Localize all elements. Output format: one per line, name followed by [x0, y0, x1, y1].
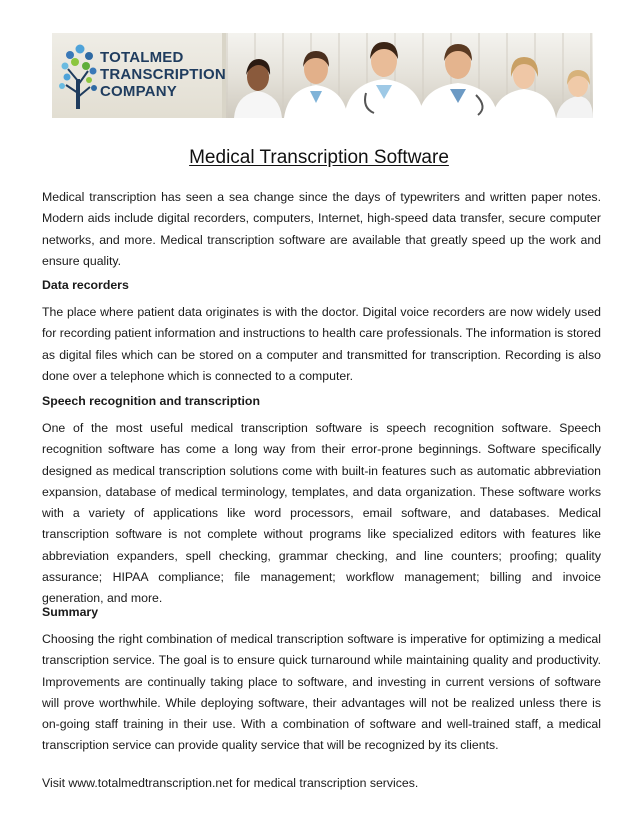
logo-line-1: TOTALMED: [100, 49, 184, 66]
logo-line-2: TRANSCRIPTION: [100, 66, 226, 83]
person-6: [556, 70, 593, 118]
section-body: One of the most useful medical transcription software is speech recognition software. Speech recognition software has come a long way from their error-prone beginnings. Software specifically designed as medical transcription solutions come with built-in features such as automatic abbreviation expansion, database of medical terminology, templates, and data organization. These software works with a variety of applications like word processors, email software, and databases. Medical transcription software is not complete without programs like specialized editors with features like abbreviation expanders, spell checking, grammar checking, and line counters; proofing; quality assurance; HIPAA compliance; file management; workflow management; billing and invoice generation, and more.: [42, 421, 601, 606]
person-1: [234, 59, 282, 118]
staff-illustration: [226, 33, 593, 118]
intro-paragraph: Medical transcription has seen a sea change since the days of typewriters and written paper notes. Modern aids include digital recorders, computers, Internet, high-speed data transfer, secure computer networks, and more. Medical transcription software are available that greatly speed up the work and ensure quality.: [42, 190, 601, 268]
section-heading: Summary: [42, 605, 99, 619]
section-heading: Speech recognition and transcription: [42, 394, 260, 408]
logo-line-3: COMPANY: [100, 83, 177, 100]
section-body: Choosing the right combination of medical transcription software is imperative for optimizing a medical transcription service. The goal is to ensure quick turnaround while maintaining quality and productivity. Improvements are continually taking place to software, and investing in current versions of software will prove worthwhile. While deploying software, their advantages will not be realized unless there is on-going staff training in their use. With a combination of software and well-trained staff, a medical transcription service can provide quality service that will be recognized by its clients.: [42, 632, 601, 753]
person-3: [344, 42, 424, 118]
person-5: [492, 57, 556, 118]
page-title: Medical Transcription Software: [189, 147, 449, 168]
person-2: [284, 51, 348, 118]
person-4: [418, 44, 498, 118]
section-heading: Data recorders: [42, 278, 129, 292]
medical-staff-photo: [226, 33, 593, 118]
tree-icon: [58, 41, 98, 111]
footer-note: Visit www.totalmedtranscription.net for medical transcription services.: [42, 776, 419, 790]
company-logo: [52, 33, 226, 118]
header-banner: [52, 33, 593, 118]
section-body: The place where patient data originates is with the doctor. Digital voice recorders are now widely used for recording patient information and instructions to health care professionals. The information is stored as digital files which can be stored on a computer and transmitted for transcription. Recording is also done over a telephone which is connected to a computer.: [42, 305, 601, 383]
logo-text: [100, 49, 226, 100]
